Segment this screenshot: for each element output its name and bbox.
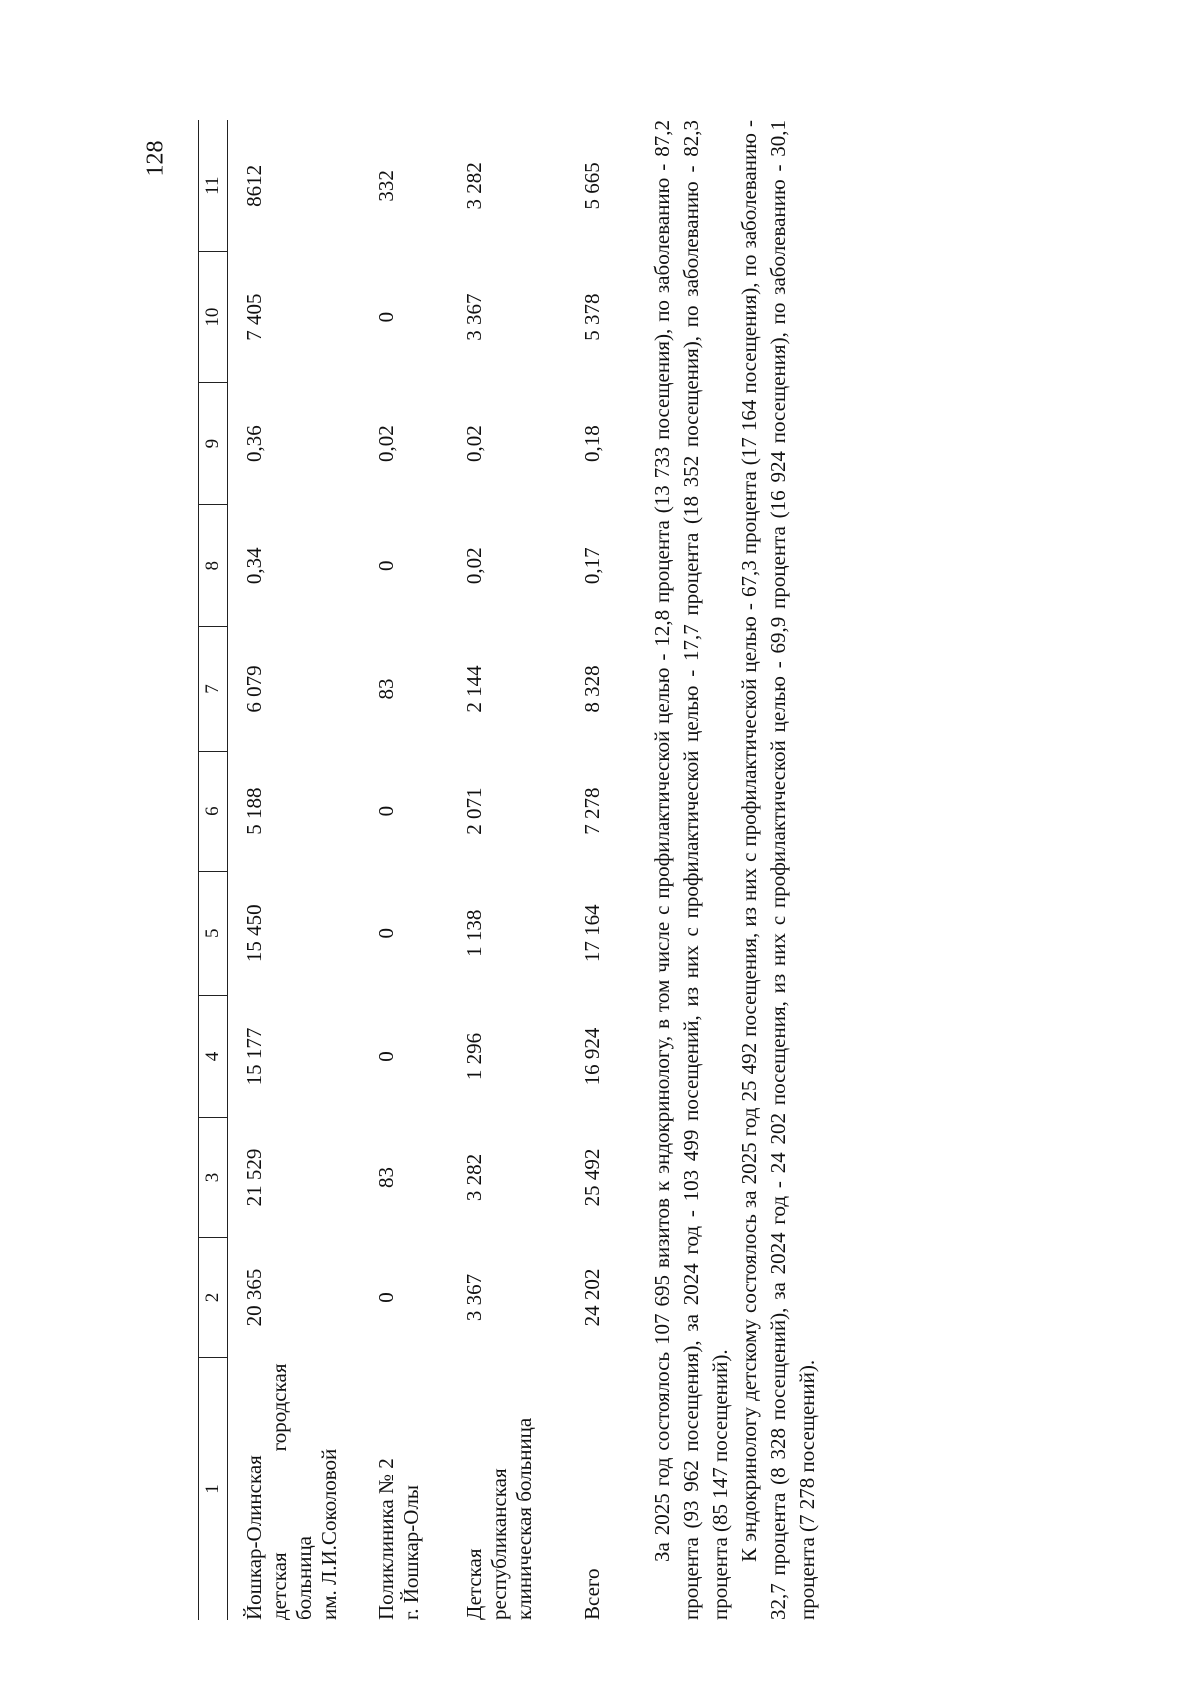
column-header: 11 [199, 120, 228, 252]
paragraph [648, 120, 735, 1620]
table-cell: 0,02 [374, 425, 398, 462]
table-cell: 7 405 [242, 293, 266, 341]
table-cell: 16 924 [580, 1027, 604, 1086]
table-cell: 2 071 [462, 787, 486, 835]
table-cell: 8612 [242, 164, 266, 207]
table-row [360, 120, 448, 1620]
table-cell: 3 367 [462, 293, 486, 341]
table-cell: 2 144 [462, 665, 486, 713]
column-header: 2 [199, 1238, 228, 1358]
paragraph-text: За 2025 год состоялось 107 695 визитов к эндокринологу, в том числе с профилактической целью - 12,8 процента (13 733 посещения), по заболеванию - 87,2 процента (93 962 посещения), за 2024 год - 103 499 посещений, из них с профилактической целью - 17,7 процента (18 352 посещения), по заболеванию - 82,3 процента (85 147 посещений). [650, 120, 732, 1620]
table-cell: 25 492 [580, 1148, 604, 1207]
table-cell: 332 [374, 170, 398, 202]
row-name-line: Детская [462, 1548, 486, 1620]
table-cell: 3 282 [462, 162, 486, 210]
table-cell: 6 079 [242, 665, 266, 713]
table-cell: 0,17 [580, 547, 604, 585]
table-cell: 0 [374, 560, 398, 571]
table-cell: 1 296 [462, 1032, 486, 1081]
row-name-line: клиническая больница [512, 1417, 536, 1620]
table-cell: 24 202 [580, 1268, 604, 1327]
column-header: 8 [199, 505, 228, 627]
table-cell: 5 378 [580, 293, 604, 341]
table-cell: 0 [374, 805, 398, 817]
column-header: 5 [199, 871, 228, 995]
rotated-content [198, 120, 918, 1620]
table-cell: 21 529 [242, 1148, 266, 1207]
column-header: 6 [199, 751, 228, 871]
table-cell: 0 [374, 927, 398, 939]
row-name-line: Всего [580, 1568, 604, 1620]
table-cell: 5 665 [580, 162, 604, 210]
row-name-line: больница [292, 1536, 316, 1620]
table-cell: 83 [374, 1167, 398, 1188]
table-cell: 0,34 [242, 547, 266, 585]
table-row [228, 120, 361, 1620]
table-cell: 0,02 [462, 425, 486, 462]
column-header: 7 [199, 627, 228, 751]
table-cell: 15 177 [242, 1027, 266, 1086]
row-name-cell [360, 1358, 448, 1621]
column-header: 3 [199, 1118, 228, 1238]
row-name-cell [566, 1358, 642, 1621]
column-header: 9 [199, 383, 228, 505]
column-header: 10 [199, 252, 228, 383]
page-number: 128 [142, 140, 169, 177]
row-name-line: детская городская [267, 1363, 291, 1620]
table-cell: 0,36 [242, 425, 266, 462]
table-cell: 0,18 [580, 425, 604, 462]
row-name-line: Йошкар-Олинская [242, 1455, 266, 1620]
row-name-cell [228, 1358, 361, 1621]
row-name-line: республиканская [487, 1468, 511, 1620]
column-header: 1 [199, 1358, 228, 1621]
row-name-line: Поликлиника № 2 [374, 1458, 398, 1620]
table-cell: 8 328 [580, 665, 604, 713]
table-cell: 15 450 [242, 904, 266, 963]
table-cell: 83 [374, 678, 398, 700]
table-cell: 20 365 [242, 1268, 266, 1327]
row-name-cell [448, 1358, 566, 1621]
data-table [198, 120, 642, 1620]
table-cell: 1 138 [462, 909, 486, 957]
column-header: 4 [199, 995, 228, 1117]
row-name-line: им. Л.И.Соколовой [317, 1448, 341, 1620]
table-cell: 0,02 [462, 547, 486, 585]
row-name-line: г. Йошкар-Олы [399, 1484, 423, 1620]
table-cell: 3 282 [462, 1153, 486, 1202]
table-row [566, 120, 642, 1620]
table-cell: 0 [374, 1051, 398, 1062]
table-cell: 5 188 [242, 787, 266, 835]
body-text [648, 120, 822, 1620]
table-row [448, 120, 566, 1620]
table-cell: 7 278 [580, 787, 604, 835]
table-cell: 3 367 [462, 1273, 486, 1322]
table-cell: 0 [374, 311, 398, 323]
table-cell: 0 [374, 1292, 398, 1303]
table-cell: 17 164 [580, 904, 604, 963]
paragraph [735, 120, 822, 1620]
table-header-row [199, 120, 228, 1620]
paragraph-text: К эндокринологу детскому состоялось за 2025 год 25 492 посещения, из них с профилактической целью - 67,3 процента (17 164 посещения), по заболеванию - 32,7 процента (8 328 посещений), за 2024 год - 24 202 посещения, из них с профилактической целью - 69,9 процента (16 924 посещения), по заболеванию - 30,1 процента (7 278 посещений). [737, 120, 819, 1620]
